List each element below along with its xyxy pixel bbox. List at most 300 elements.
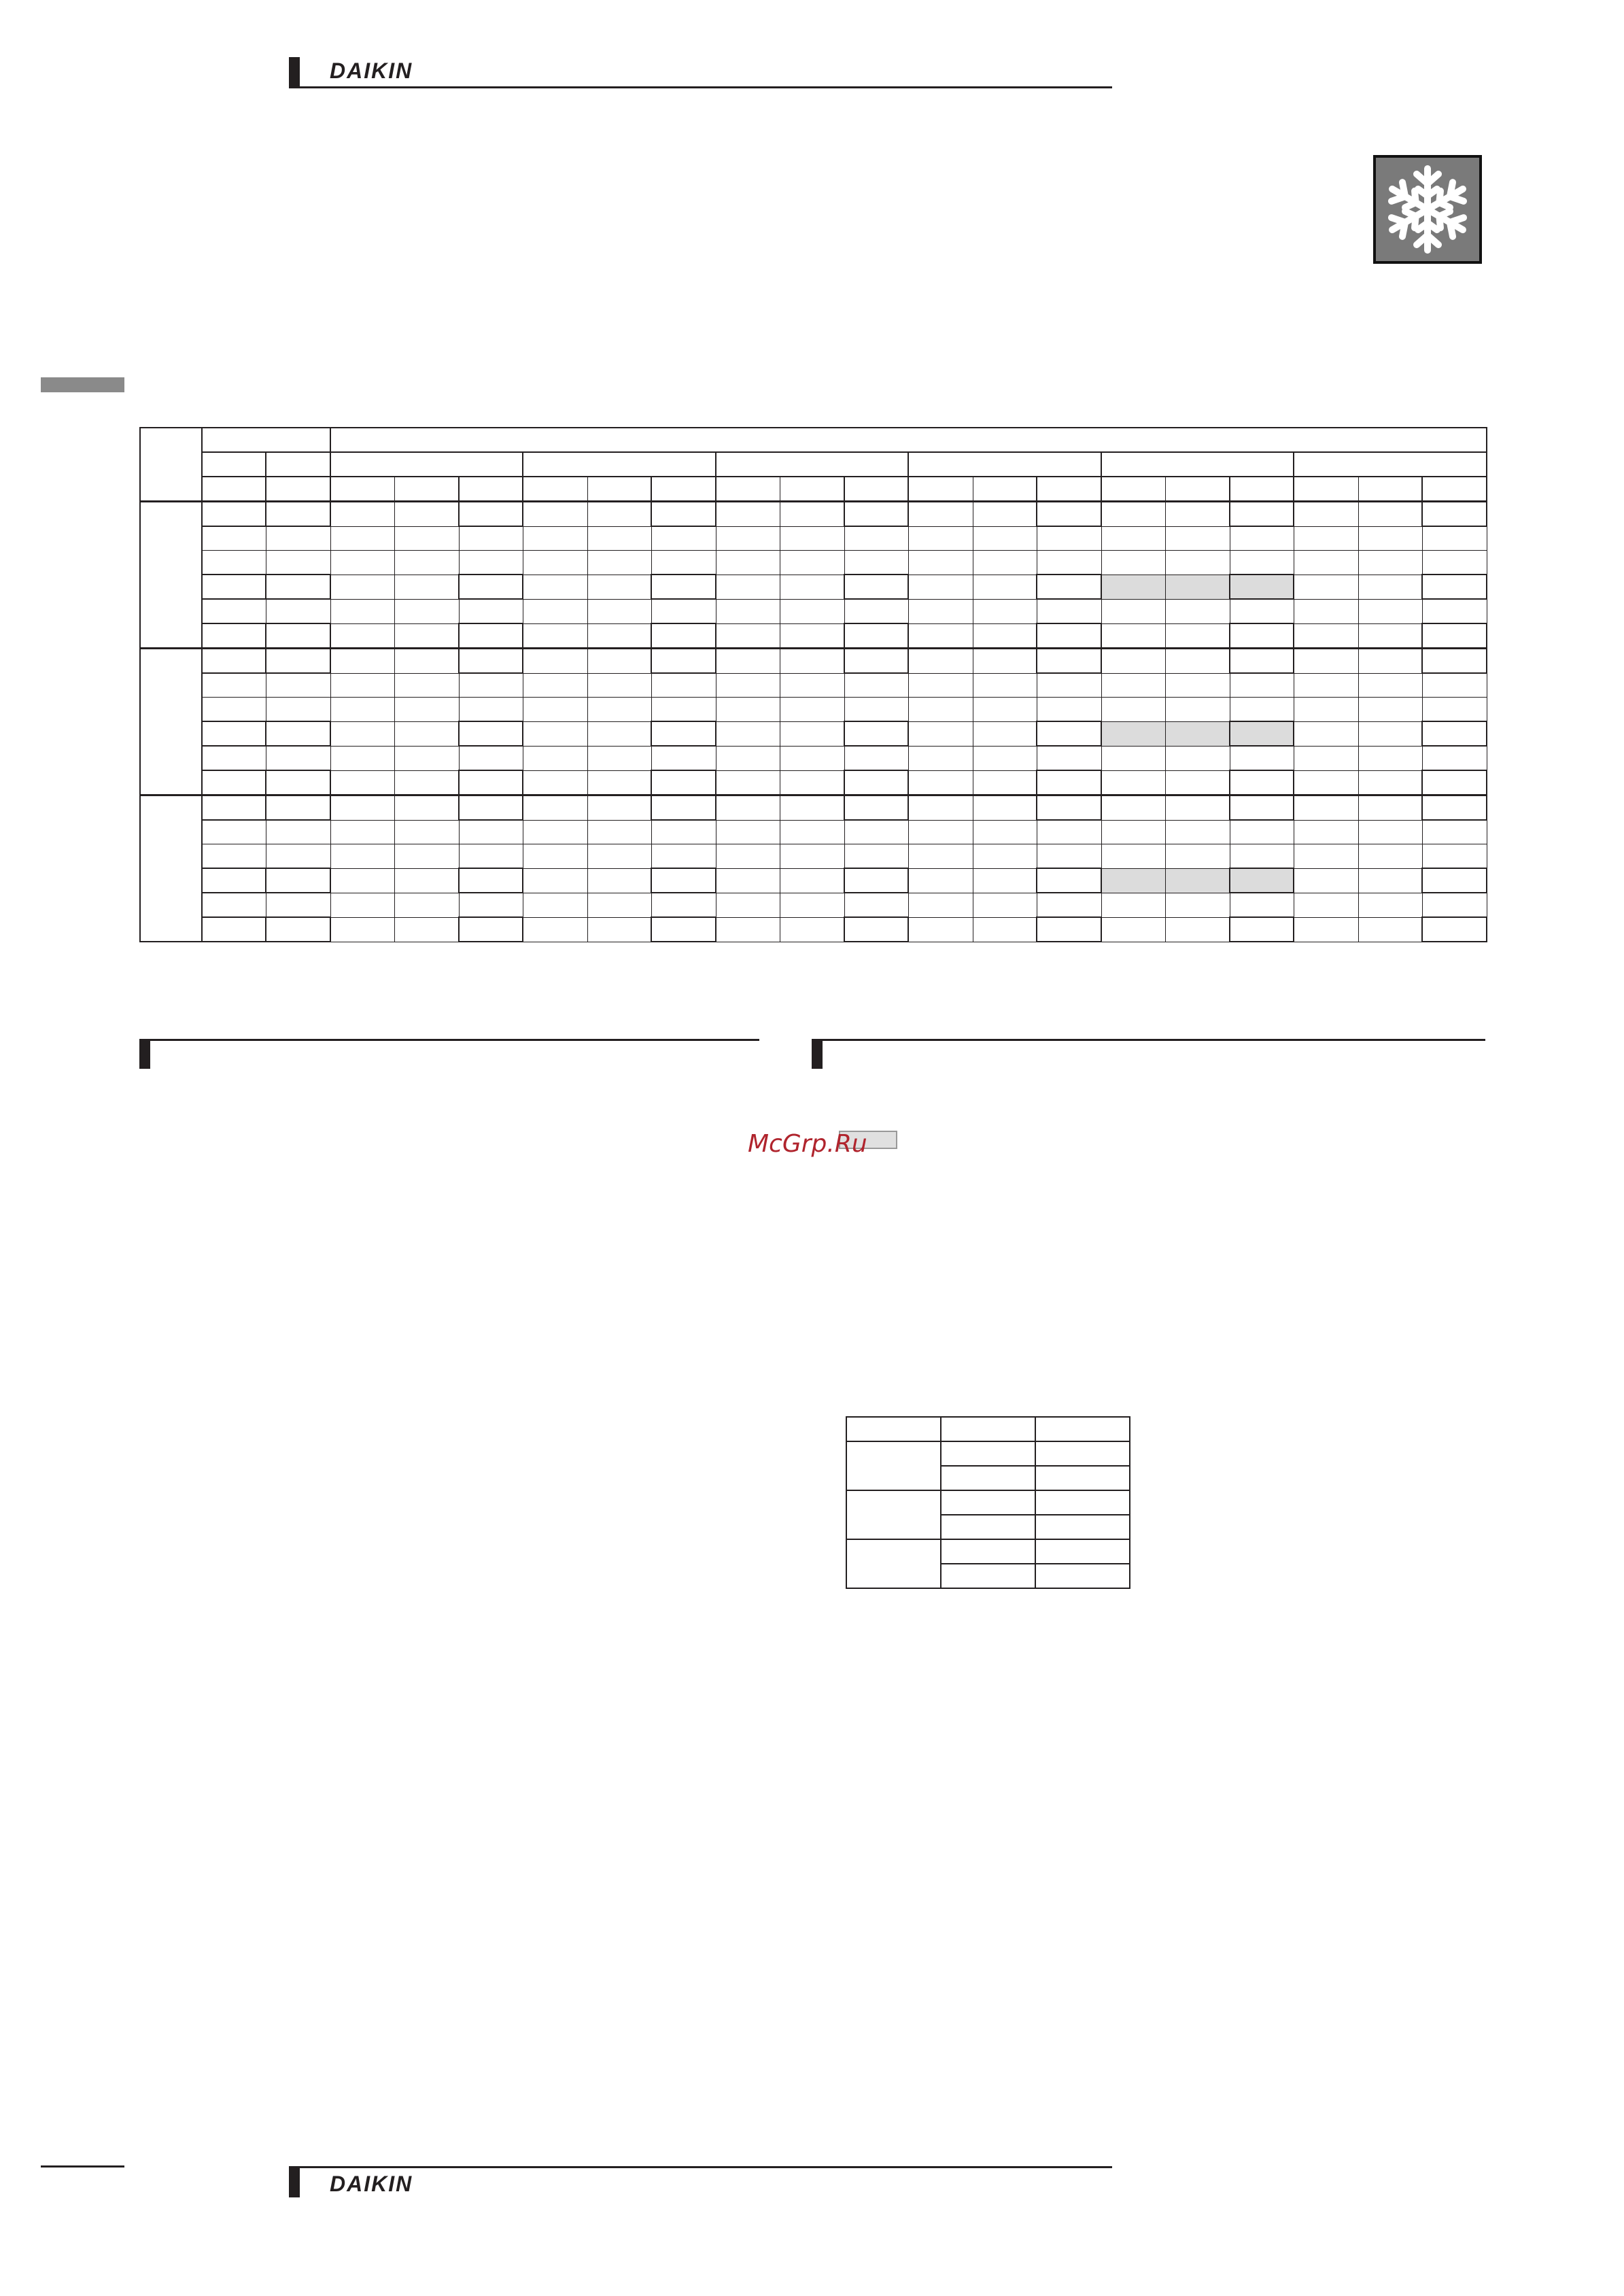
footer-marker [289, 2166, 300, 2197]
table-cell [459, 551, 523, 575]
table-cell [1358, 599, 1422, 623]
header-cell [1101, 477, 1165, 502]
table-cell [266, 599, 330, 623]
table-cell [202, 623, 266, 649]
table-cell [1422, 868, 1487, 893]
table-cell [202, 868, 266, 893]
table-cell [394, 770, 459, 795]
table-cell [1101, 868, 1165, 893]
daikin-logo: DAIKIN [330, 2172, 413, 2196]
table-cell [1037, 673, 1101, 698]
table-cell [394, 721, 459, 746]
table-cell [523, 599, 587, 623]
table-cell [394, 868, 459, 893]
header-cell [459, 477, 523, 502]
table-cell [459, 917, 523, 942]
table-cell [202, 649, 266, 674]
table-cell [651, 599, 716, 623]
table-cell [1165, 893, 1230, 917]
table-cell [908, 746, 973, 770]
table-cell [394, 795, 459, 821]
table-cell [941, 1466, 1035, 1490]
table-cell [523, 575, 587, 599]
table-cell [1101, 844, 1165, 869]
footer-rule-left [41, 2165, 124, 2168]
table-cell [587, 795, 651, 821]
table-cell [394, 893, 459, 917]
table-cell [1294, 893, 1358, 917]
table-cell [1230, 502, 1294, 527]
header-cell [780, 477, 844, 502]
table-cell [908, 526, 973, 551]
table-cell [266, 820, 330, 844]
daikin-logo: DAIKIN [330, 58, 413, 83]
table-cell [1101, 893, 1165, 917]
table-cell [587, 868, 651, 893]
table-cell [716, 770, 780, 795]
table-cell [716, 575, 780, 599]
table-cell [1101, 721, 1165, 746]
table-cell [1294, 844, 1358, 869]
table-cell [1358, 770, 1422, 795]
table-cell [523, 868, 587, 893]
table-cell [844, 551, 908, 575]
table-cell [1230, 893, 1294, 917]
table-cell [780, 820, 844, 844]
table-cell [1358, 721, 1422, 746]
table-cell [330, 623, 394, 649]
table-cell [1422, 526, 1487, 551]
table-cell [780, 649, 844, 674]
table-cell [780, 575, 844, 599]
table-cell [780, 917, 844, 942]
table-cell [1101, 526, 1165, 551]
table-cell [459, 526, 523, 551]
table-cell [1358, 502, 1422, 527]
table-row [140, 623, 1614, 649]
table-cell [1165, 770, 1230, 795]
table-cell [941, 1441, 1035, 1466]
table-cell [1035, 1539, 1130, 1564]
table-cell [587, 673, 651, 698]
table-cell [1035, 1515, 1130, 1539]
table-cell [1230, 575, 1294, 599]
table-cell [1294, 649, 1358, 674]
header-cell [844, 477, 908, 502]
table-cell [459, 698, 523, 722]
table-cell [523, 844, 587, 869]
table-cell [330, 868, 394, 893]
table-cell [1358, 844, 1422, 869]
table-cell [394, 820, 459, 844]
table-cell [1230, 698, 1294, 722]
table-cell [459, 649, 523, 674]
header-cell [587, 477, 651, 502]
table-cell [330, 649, 394, 674]
table-row [140, 526, 1614, 551]
group-cell [140, 795, 202, 942]
table-cell [716, 526, 780, 551]
table-cell [1230, 795, 1294, 821]
table-cell [266, 623, 330, 649]
table-cell [844, 770, 908, 795]
table-row [140, 649, 1614, 674]
table-cell [1422, 770, 1487, 795]
table-cell [523, 795, 587, 821]
table-cell [1037, 599, 1101, 623]
table-cell [716, 844, 780, 869]
table-cell [1037, 770, 1101, 795]
table-cell [1358, 649, 1422, 674]
table-header-row [140, 452, 1614, 477]
table-cell [1037, 893, 1101, 917]
table-cell [1101, 746, 1165, 770]
table-cell [523, 649, 587, 674]
table-cell [651, 868, 716, 893]
table-cell [973, 575, 1037, 599]
table-row [140, 698, 1614, 722]
table-cell [1101, 820, 1165, 844]
section-marker [812, 1039, 823, 1069]
table-cell [394, 599, 459, 623]
table-cell [1358, 551, 1422, 575]
group-cell [846, 1490, 941, 1539]
table-cell [202, 795, 266, 821]
table-row [846, 1490, 1130, 1515]
header-cell [523, 477, 587, 502]
table-row [140, 502, 1614, 527]
table-cell [1037, 844, 1101, 869]
table-row [140, 893, 1614, 917]
table-cell [1101, 673, 1165, 698]
table-cell [651, 820, 716, 844]
table-cell [973, 526, 1037, 551]
table-cell [973, 551, 1037, 575]
table-cell [266, 844, 330, 869]
table-cell [1230, 721, 1294, 746]
table-cell [1294, 502, 1358, 527]
table-cell [394, 917, 459, 942]
table-cell [459, 721, 523, 746]
table-cell [1165, 844, 1230, 869]
table-cell [1294, 795, 1358, 821]
table-cell [1101, 599, 1165, 623]
table-cell [1294, 623, 1358, 649]
table-cell [202, 526, 266, 551]
table-cell [1422, 502, 1487, 527]
table-cell [1422, 698, 1487, 722]
table-cell [587, 623, 651, 649]
group-cell [846, 1441, 941, 1490]
table-cell [780, 502, 844, 527]
table-header-row [846, 1417, 1130, 1441]
header-cell [394, 477, 459, 502]
section-heading-right [812, 1039, 1485, 1069]
table-cell [394, 551, 459, 575]
header-cell [1037, 477, 1101, 502]
table-cell [780, 868, 844, 893]
table-cell [908, 721, 973, 746]
table-cell [1165, 599, 1230, 623]
table-cell [394, 502, 459, 527]
table-cell [1035, 1564, 1130, 1588]
table-cell [459, 893, 523, 917]
table-cell [908, 820, 973, 844]
table-cell [780, 599, 844, 623]
table-cell [1294, 917, 1358, 942]
table-cell [394, 623, 459, 649]
table-cell [266, 868, 330, 893]
table-cell [202, 673, 266, 698]
table-cell [1422, 795, 1487, 821]
table-cell [1230, 770, 1294, 795]
table-cell [844, 673, 908, 698]
table-cell [1165, 649, 1230, 674]
table-row [140, 917, 1614, 942]
table-cell [1230, 649, 1294, 674]
table-cell [1422, 551, 1487, 575]
table-cell [1037, 623, 1101, 649]
table-cell [716, 502, 780, 527]
table-row [140, 868, 1614, 893]
table-cell [587, 599, 651, 623]
table-cell [394, 844, 459, 869]
table-cell [1294, 820, 1358, 844]
table-cell [973, 623, 1037, 649]
table-cell [651, 502, 716, 527]
header-cell [202, 428, 330, 452]
table-cell [1230, 526, 1294, 551]
table-cell [1294, 721, 1358, 746]
table-row [140, 820, 1614, 844]
header-cell [716, 477, 780, 502]
table-cell [716, 893, 780, 917]
table-cell [266, 721, 330, 746]
page-header [289, 57, 1112, 88]
table-row [140, 575, 1614, 599]
table-cell [202, 721, 266, 746]
table-cell [1165, 673, 1230, 698]
table-cell [908, 575, 973, 599]
table-cell [459, 770, 523, 795]
table-cell [523, 526, 587, 551]
header-cell [1422, 477, 1487, 502]
table-cell [941, 1539, 1035, 1564]
table-cell [844, 893, 908, 917]
table-cell [523, 917, 587, 942]
table-cell [587, 502, 651, 527]
table-cell [1422, 893, 1487, 917]
table-cell [459, 575, 523, 599]
table-cell [394, 698, 459, 722]
table-cell [908, 844, 973, 869]
table-cell [1035, 1490, 1130, 1515]
table-cell [844, 868, 908, 893]
table-cell [523, 698, 587, 722]
header-cell [330, 452, 523, 477]
table-cell [202, 844, 266, 869]
header-cell [202, 477, 266, 502]
table-cell [1037, 746, 1101, 770]
table-cell [1165, 551, 1230, 575]
table-cell [908, 795, 973, 821]
header-cell [1101, 452, 1294, 477]
table-cell [844, 795, 908, 821]
table-cell [908, 623, 973, 649]
table-cell [266, 746, 330, 770]
table-cell [330, 698, 394, 722]
table-row [140, 795, 1614, 821]
table-cell [780, 795, 844, 821]
table-cell [1037, 698, 1101, 722]
table-cell [1037, 795, 1101, 821]
header-cell [908, 452, 1101, 477]
table-cell [1165, 795, 1230, 821]
table-cell [1230, 820, 1294, 844]
table-cell [1101, 649, 1165, 674]
table-cell [973, 599, 1037, 623]
table-cell [716, 917, 780, 942]
table-cell [651, 795, 716, 821]
table-row [140, 770, 1614, 795]
table-cell [266, 795, 330, 821]
table-cell [202, 551, 266, 575]
table-cell [523, 893, 587, 917]
header-cell [1035, 1417, 1130, 1441]
table-cell [1294, 551, 1358, 575]
table-cell [973, 820, 1037, 844]
table-cell [844, 575, 908, 599]
table-row [846, 1441, 1130, 1466]
table-cell [1165, 746, 1230, 770]
table-cell [523, 746, 587, 770]
table-cell [587, 575, 651, 599]
table-cell [973, 746, 1037, 770]
table-cell [587, 721, 651, 746]
table-cell [459, 623, 523, 649]
table-cell [587, 893, 651, 917]
table-cell [1294, 575, 1358, 599]
header-cell [1294, 477, 1358, 502]
table-cell [1422, 917, 1487, 942]
table-cell [651, 649, 716, 674]
section-rule [150, 1039, 759, 1041]
table-cell [1101, 698, 1165, 722]
header-cell [140, 428, 202, 502]
table-cell [1358, 623, 1422, 649]
table-row [140, 721, 1614, 746]
table-cell [1294, 599, 1358, 623]
table-cell [844, 820, 908, 844]
table-cell [459, 820, 523, 844]
table-cell [844, 698, 908, 722]
table-cell [1230, 917, 1294, 942]
table-cell [973, 698, 1037, 722]
table-cell [716, 746, 780, 770]
table-cell [1294, 868, 1358, 893]
table-cell [330, 917, 394, 942]
table-cell [523, 770, 587, 795]
table-cell [202, 770, 266, 795]
header-cell [266, 452, 330, 477]
table-cell [266, 698, 330, 722]
table-cell [716, 599, 780, 623]
table-cell [651, 673, 716, 698]
capacity-table [139, 427, 1614, 942]
table-cell [587, 698, 651, 722]
table-cell [716, 551, 780, 575]
table-cell [266, 917, 330, 942]
header-cell [1358, 477, 1422, 502]
table-cell [780, 893, 844, 917]
table-cell [459, 868, 523, 893]
table-cell [202, 746, 266, 770]
header-cell [716, 452, 908, 477]
table-cell [1294, 698, 1358, 722]
table-cell [330, 673, 394, 698]
table-cell [973, 795, 1037, 821]
header-marker [289, 57, 300, 88]
header-cell [266, 477, 330, 502]
table-cell [587, 770, 651, 795]
header-rule [300, 86, 1112, 88]
table-cell [973, 844, 1037, 869]
table-cell [844, 502, 908, 527]
table-cell [459, 746, 523, 770]
table-cell [266, 770, 330, 795]
header-cell [202, 452, 266, 477]
table-cell [908, 599, 973, 623]
table-cell [651, 844, 716, 869]
table-cell [202, 917, 266, 942]
watermark[interactable]: McGrp.Ru [748, 1130, 867, 1158]
table-cell [844, 844, 908, 869]
table-cell [973, 893, 1037, 917]
table-cell [1101, 795, 1165, 821]
table-cell [973, 721, 1037, 746]
table-cell [716, 721, 780, 746]
table-cell [780, 746, 844, 770]
table-cell [330, 893, 394, 917]
section-tab [41, 377, 124, 392]
table-cell [1101, 502, 1165, 527]
table-cell [973, 649, 1037, 674]
table-row [846, 1539, 1130, 1564]
table-cell [908, 893, 973, 917]
table-cell [1037, 649, 1101, 674]
table-cell [587, 746, 651, 770]
table-cell [1358, 575, 1422, 599]
table-cell [1165, 698, 1230, 722]
table-cell [908, 868, 973, 893]
table-cell [202, 820, 266, 844]
table-cell [330, 820, 394, 844]
table-cell [908, 770, 973, 795]
header-cell [941, 1417, 1035, 1441]
table-cell [1101, 623, 1165, 649]
page-footer [289, 2166, 1112, 2197]
table-cell [908, 673, 973, 698]
table-row [140, 551, 1614, 575]
table-cell [780, 770, 844, 795]
table-cell [1037, 502, 1101, 527]
table-cell [266, 893, 330, 917]
table-cell [908, 502, 973, 527]
table-cell [1422, 820, 1487, 844]
table-cell [202, 599, 266, 623]
table-cell [1165, 820, 1230, 844]
table-cell [1230, 868, 1294, 893]
